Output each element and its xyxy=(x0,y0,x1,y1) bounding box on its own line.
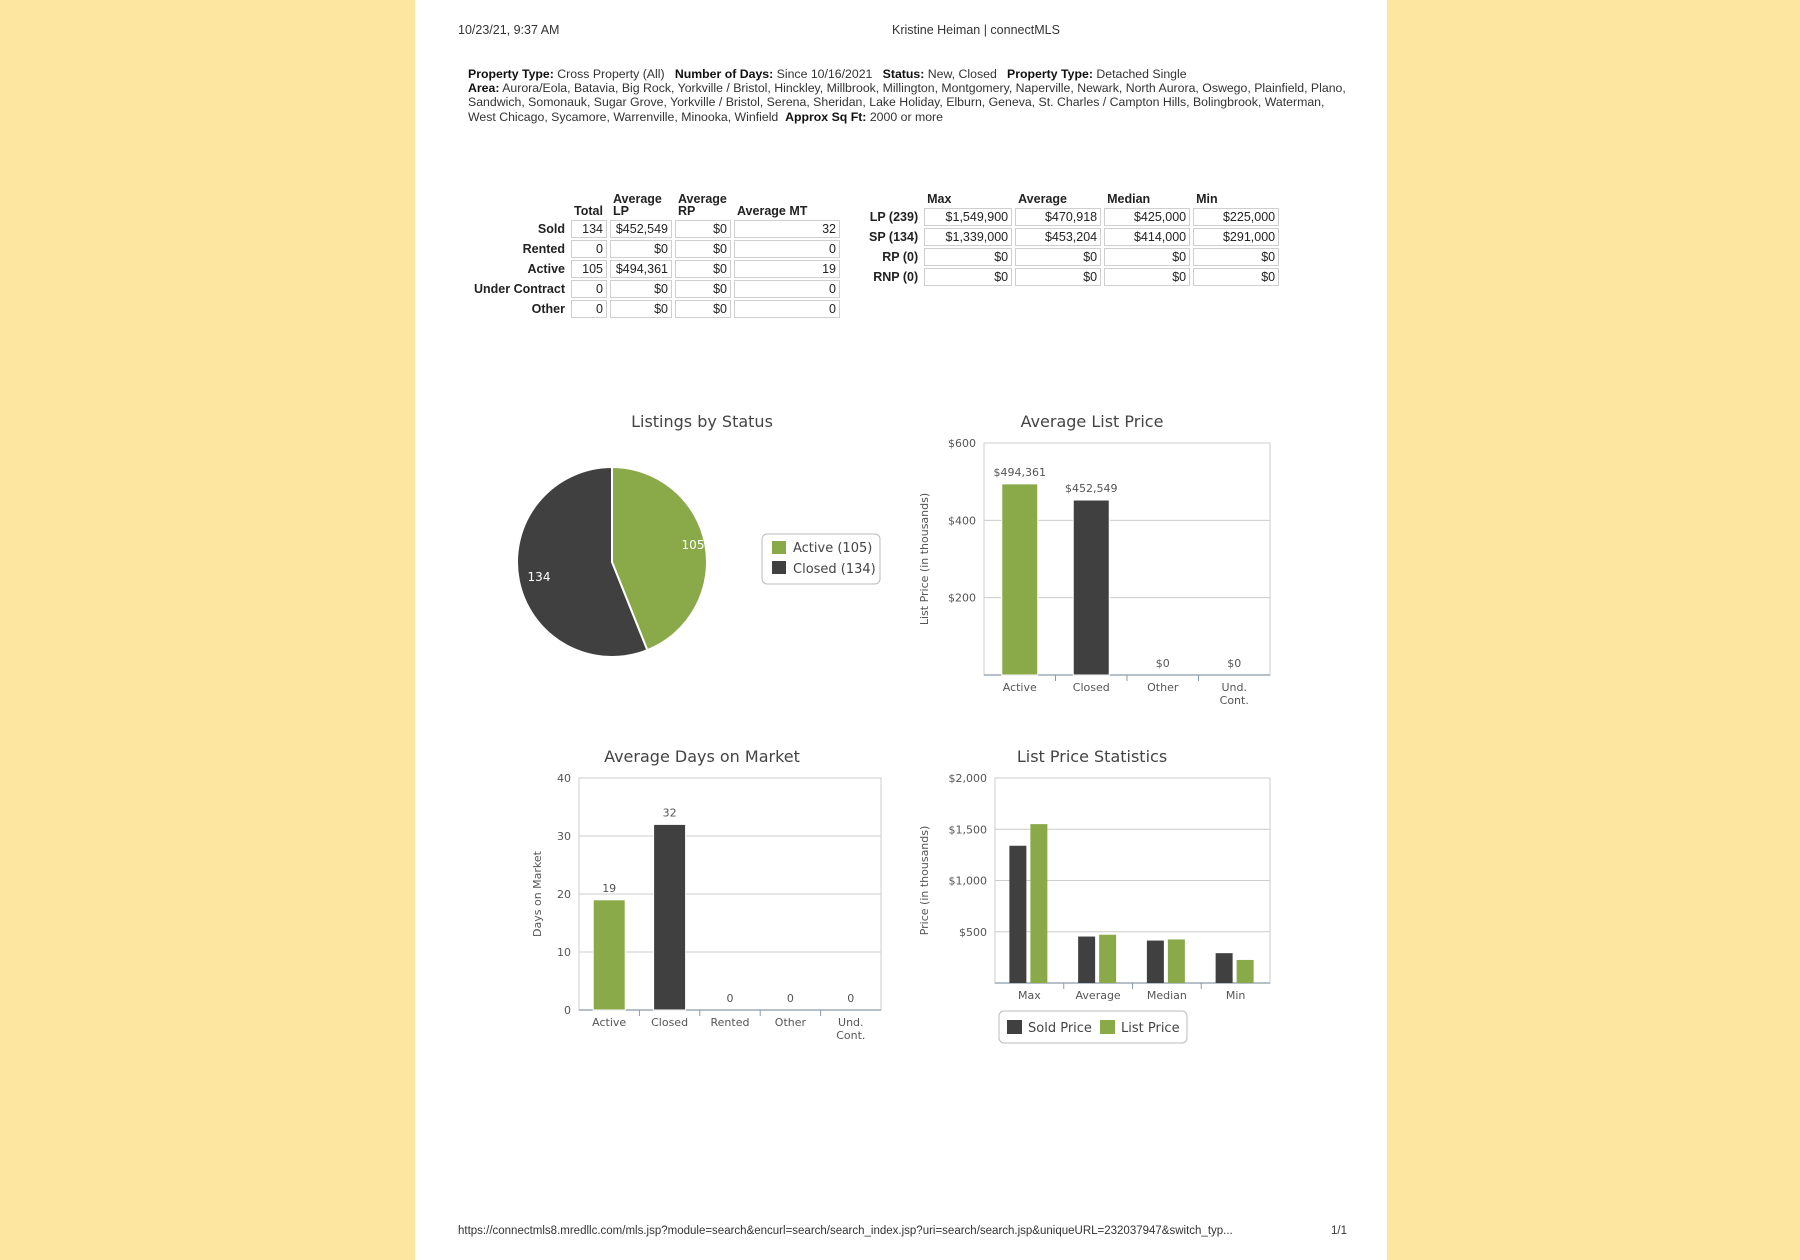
x-tick-label: Median xyxy=(1146,989,1187,1002)
y-tick-label: $1,000 xyxy=(948,874,987,888)
legend-item-sold-price: Sold Price xyxy=(1028,1021,1092,1036)
x-tick-label: Closed xyxy=(1072,681,1110,694)
x-tick-label: Max xyxy=(1018,989,1041,1002)
table-cell: $0 xyxy=(610,240,672,258)
y-axis-label: Days on Market xyxy=(531,851,544,937)
table-cell: $470,918 xyxy=(1015,208,1101,226)
table-cell: 0 xyxy=(734,280,840,298)
bar-sold-price xyxy=(1078,937,1095,983)
criteria-value: New, Closed xyxy=(927,67,997,81)
y-tick-label: 30 xyxy=(557,830,571,843)
pie-slice-label: 105 xyxy=(681,538,705,552)
row-label: SP (134) xyxy=(869,230,919,244)
print-title: Kristine Heiman | connectMLS xyxy=(892,23,1060,37)
bar-active xyxy=(1002,484,1038,675)
table-cell: $0 xyxy=(1104,248,1190,266)
criteria-value: 2000 or more xyxy=(869,109,943,124)
row-label: Other xyxy=(531,302,565,316)
page-number: 1/1 xyxy=(1331,1225,1347,1237)
x-tick-label: Other xyxy=(774,1016,807,1029)
table-cell: $1,339,000 xyxy=(924,228,1012,246)
row-label: Rented xyxy=(522,242,565,256)
bar-list-price xyxy=(1099,935,1116,983)
pie-slice-label: 134 xyxy=(527,570,551,584)
criteria-label: Property Type: xyxy=(468,67,554,81)
y-tick-label: $500 xyxy=(959,925,987,939)
column-header: Median xyxy=(1107,192,1151,206)
bar-list-price xyxy=(1237,960,1254,983)
bar-closed xyxy=(654,824,686,1010)
print-datetime: 10/23/21, 9:37 AM xyxy=(458,23,560,37)
table-cell: $0 xyxy=(1015,268,1101,286)
row-label: Under Contract xyxy=(474,282,565,296)
criteria-value: Detached Single xyxy=(1096,67,1187,81)
table-cell: $0 xyxy=(1193,268,1279,286)
x-tick-label: Rented xyxy=(710,1016,750,1029)
table-cell: $0 xyxy=(675,300,731,318)
table-cell: $414,000 xyxy=(1104,228,1190,246)
bar-data-label: $0 xyxy=(1227,657,1242,670)
table-cell: $0 xyxy=(675,220,731,238)
column-header: Max xyxy=(927,192,952,206)
bar-data-label: 32 xyxy=(662,806,677,820)
y-axis-label: List Price (in thousands) xyxy=(918,492,931,626)
bar-active xyxy=(593,900,625,1010)
x-tick-label: Und. xyxy=(1221,681,1248,694)
criteria-value: Cross Property (All) xyxy=(557,67,665,81)
column-header: Average LP xyxy=(612,192,662,218)
table-cell: 0 xyxy=(734,240,840,258)
charts-canvas xyxy=(415,0,1387,1260)
table-cell: $225,000 xyxy=(1193,208,1279,226)
bar-data-label: 0 xyxy=(726,992,734,1005)
legend-swatch xyxy=(772,561,786,574)
column-header: Total xyxy=(573,204,603,218)
criteria-label: Number of Days: xyxy=(674,67,774,81)
table-cell: $0 xyxy=(1193,248,1279,266)
table-cell: 105 xyxy=(571,260,607,278)
table-cell: 0 xyxy=(734,300,840,318)
x-tick-label: Closed xyxy=(651,1016,689,1029)
y-tick-label: 20 xyxy=(557,888,571,901)
y-tick-label: $600 xyxy=(948,437,976,450)
column-header: Average RP xyxy=(677,192,727,218)
y-tick-label: 10 xyxy=(557,946,571,959)
chart-title: List Price Statistics xyxy=(1016,747,1168,766)
table-cell: $0 xyxy=(610,300,672,318)
row-label: RNP (0) xyxy=(873,270,919,284)
table-cell: 0 xyxy=(571,280,607,298)
chart-title: Average List Price xyxy=(1020,412,1164,431)
y-axis-label: Price (in thousands) xyxy=(918,825,931,936)
table-cell: $453,204 xyxy=(1015,228,1101,246)
bar-closed xyxy=(1073,500,1109,675)
bar-data-label: 19 xyxy=(602,881,617,895)
column-header: Average xyxy=(1018,192,1067,206)
y-tick-label: $2,000 xyxy=(948,772,987,785)
y-tick-label: $1,500 xyxy=(948,823,987,837)
table-cell: $1,549,900 xyxy=(924,208,1012,226)
table-cell: $291,000 xyxy=(1193,228,1279,246)
y-tick-label: 40 xyxy=(557,772,571,785)
x-tick-label: Und. xyxy=(838,1016,864,1029)
y-tick-label: $400 xyxy=(948,514,976,528)
criteria-label: Status: xyxy=(882,67,925,81)
bar-data-label: $0 xyxy=(1155,657,1170,670)
row-label: Active xyxy=(527,262,565,276)
bar-data-label: 0 xyxy=(786,992,794,1005)
table-cell: $0 xyxy=(1104,268,1190,286)
table-cell: $0 xyxy=(675,280,731,298)
bar-data-label: 0 xyxy=(847,992,855,1005)
table-cell: 0 xyxy=(571,300,607,318)
chart-title: Average Days on Market xyxy=(604,747,800,766)
bar-sold-price xyxy=(1147,941,1164,983)
table-cell: $0 xyxy=(610,280,672,298)
bar-sold-price xyxy=(1009,846,1026,983)
legend-swatch xyxy=(1007,1020,1022,1034)
table-cell: $0 xyxy=(924,248,1012,266)
column-header: Min xyxy=(1196,192,1218,206)
table-cell: $452,549 xyxy=(610,220,672,238)
row-label: RP (0) xyxy=(882,250,919,264)
row-label: LP (239) xyxy=(869,210,919,224)
table-cell: $0 xyxy=(1015,248,1101,266)
bar-data-label: $494,361 xyxy=(993,465,1046,479)
y-tick-label: 0 xyxy=(564,1004,571,1017)
table-cell: $0 xyxy=(675,240,731,258)
chart-title: Listings by Status xyxy=(631,412,773,431)
x-tick-label: Cont. xyxy=(836,1029,866,1042)
criteria-value: Since 10/16/2021 xyxy=(776,67,873,81)
table-cell: 134 xyxy=(571,220,607,238)
page-url: https://connectmls8.mredllc.com/mls.jsp?module=search&encurl=search/search_index.jsp?uri=search/search.jsp&uniqueURL=232037947&switch_typ... xyxy=(458,1225,1233,1237)
criteria-value: Aurora/Eola, Batavia, Big Rock, Yorkville / Bristol, Hinckley, Millbrook, Millington, Montgomery, Naperville, Newark, North Aurora, Oswego, Plainfield, Plano, Sandwich, Somonauk, Sugar Grove, Yorkville / Bristol, Serena, Sheridan, Lake Holiday, Elburn, Geneva, St. Charles / Campton Hills, Bolingbrook, Waterman, West Chicago, Sycamore, Warrenville, Minooka, Winfield xyxy=(468,81,1346,124)
x-tick-label: Min xyxy=(1225,989,1246,1002)
table-cell: 19 xyxy=(734,260,840,278)
legend-item-active: Active (105) xyxy=(793,541,873,556)
row-label: Sold xyxy=(537,222,565,236)
legend-item-closed: Closed (134) xyxy=(793,562,876,577)
document-page xyxy=(415,0,1387,1260)
legend-swatch xyxy=(1100,1020,1115,1034)
criteria-label: Property Type: xyxy=(1007,67,1093,81)
x-tick-label: Other xyxy=(1147,681,1179,694)
x-tick-label: Average xyxy=(1075,989,1121,1002)
criteria-label: Area: xyxy=(468,81,500,96)
table-cell: $0 xyxy=(924,268,1012,286)
table-cell: 0 xyxy=(571,240,607,258)
table-cell: $494,361 xyxy=(610,260,672,278)
x-tick-label: Active xyxy=(1002,681,1037,694)
table-cell: $425,000 xyxy=(1104,208,1190,226)
bar-list-price xyxy=(1030,824,1047,983)
table-cell: 32 xyxy=(734,220,840,238)
x-tick-label: Cont. xyxy=(1219,694,1249,707)
table-cell: $0 xyxy=(675,260,731,278)
legend-item-list-price: List Price xyxy=(1121,1021,1180,1036)
legend-swatch xyxy=(772,541,786,554)
criteria-label: Approx Sq Ft: xyxy=(785,109,867,124)
bar-data-label: $452,549 xyxy=(1065,482,1118,496)
bar-sold-price xyxy=(1216,953,1233,983)
column-header: Average MT xyxy=(736,204,808,218)
y-tick-label: $200 xyxy=(948,591,976,605)
bar-list-price xyxy=(1168,939,1185,983)
x-tick-label: Active xyxy=(592,1016,627,1029)
